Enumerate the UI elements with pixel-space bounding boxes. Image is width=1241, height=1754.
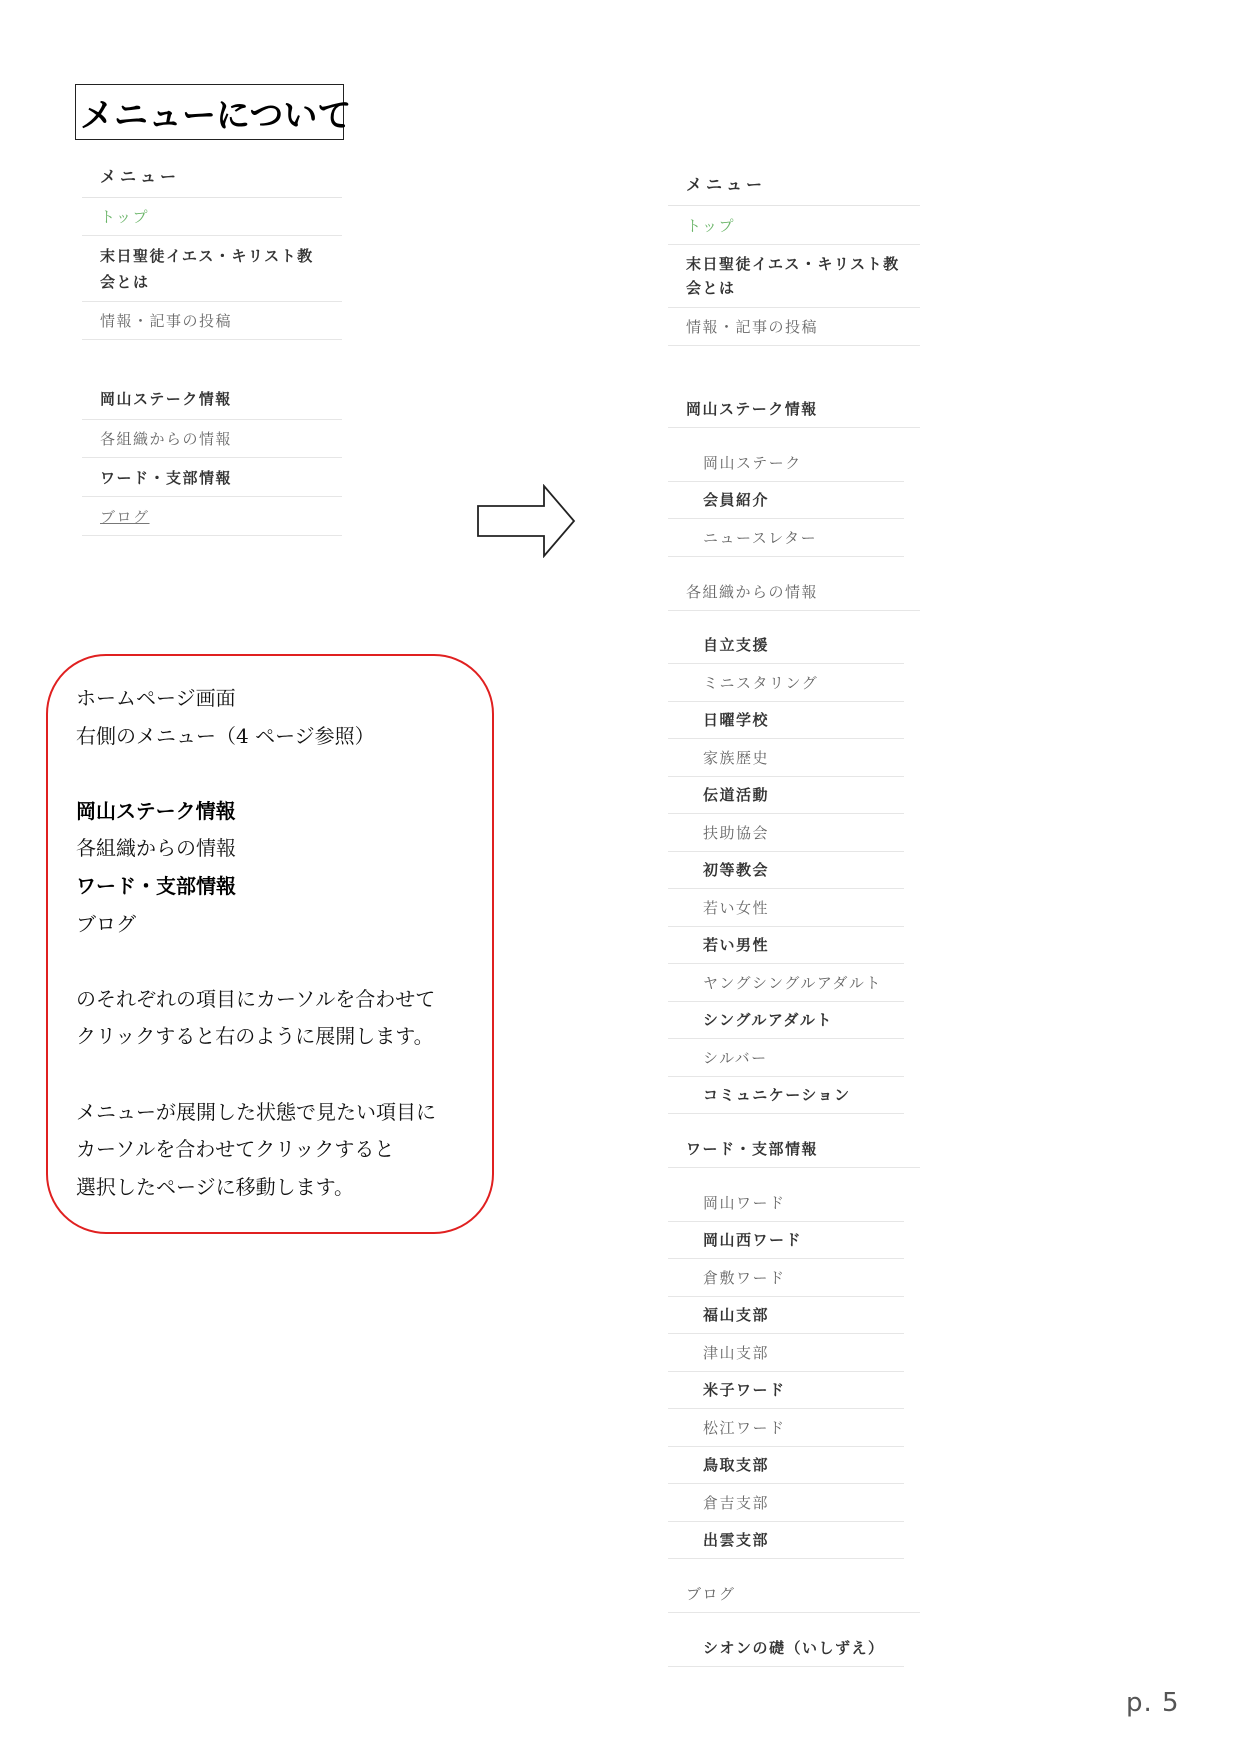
- submenu-item[interactable]: 松江ワード: [668, 1409, 904, 1447]
- submenu-item[interactable]: 家族歴史: [668, 739, 904, 777]
- note-line: 各組織からの情報: [76, 836, 236, 861]
- menu-expanded: [668, 168, 920, 1667]
- blog-submenu: [668, 1629, 920, 1667]
- right-arrow-icon: [476, 484, 576, 558]
- submenu-item[interactable]: ニュースレター: [668, 519, 904, 557]
- menu-heading: メニュー: [82, 160, 342, 198]
- menu-item-blog[interactable]: ブログ: [668, 1575, 920, 1613]
- note-line: 右側のメニュー（4 ページ参照）: [76, 723, 375, 748]
- menu-item-top[interactable]: トップ: [668, 206, 920, 245]
- submenu-item[interactable]: ヤングシングルアダルト: [668, 964, 904, 1002]
- submenu-item[interactable]: 倉吉支部: [668, 1484, 904, 1522]
- submenu-item[interactable]: 初等教会: [668, 852, 904, 890]
- submenu-item[interactable]: 福山支部: [668, 1297, 904, 1335]
- stake-submenu: [668, 444, 920, 557]
- orgs-submenu: [668, 627, 920, 1115]
- submenu-item[interactable]: 若い女性: [668, 889, 904, 927]
- menu-collapsed: [82, 160, 342, 536]
- submenu-item[interactable]: 自立支援: [668, 627, 904, 665]
- note-text: [76, 680, 516, 1206]
- page-title: メニューについて: [75, 84, 344, 140]
- menu-item-post[interactable]: 情報・記事の投稿: [668, 308, 920, 346]
- note-line: 選択したページに移動します。: [76, 1174, 354, 1199]
- menu-item-top[interactable]: トップ: [82, 198, 342, 236]
- note-line: ブログ: [76, 911, 136, 936]
- submenu-item[interactable]: シオンの礎（いしずえ）: [668, 1629, 904, 1667]
- submenu-item[interactable]: 米子ワード: [668, 1372, 904, 1410]
- menu-item-about-line2: 会とは: [100, 272, 150, 291]
- submenu-item[interactable]: 伝道活動: [668, 777, 904, 815]
- menu-item-orgs[interactable]: 各組織からの情報: [668, 573, 920, 611]
- submenu-item[interactable]: ミニスタリング: [668, 664, 904, 702]
- submenu-item[interactable]: 出雲支部: [668, 1522, 904, 1560]
- submenu-item[interactable]: 倉敷ワード: [668, 1259, 904, 1297]
- menu-item-blog[interactable]: ブログ: [82, 497, 342, 536]
- menu-heading: メニュー: [668, 168, 920, 206]
- submenu-item[interactable]: 岡山ワード: [668, 1184, 904, 1222]
- menu-item-about-line1: 末日聖徒イエス・キリスト教: [100, 246, 314, 265]
- submenu-item[interactable]: シングルアダルト: [668, 1002, 904, 1040]
- menu-item-about[interactable]: [668, 245, 920, 308]
- page-number: p. 5: [1126, 1688, 1180, 1718]
- menu-item-ward[interactable]: ワード・支部情報: [668, 1130, 920, 1168]
- submenu-item[interactable]: 会員紹介: [668, 482, 904, 520]
- note-bold-line: ワード・支部情報: [76, 873, 236, 898]
- menu-item-about[interactable]: [82, 236, 342, 302]
- note-line: カーソルを合わせてクリックすると: [76, 1137, 395, 1162]
- submenu-item[interactable]: 岡山西ワード: [668, 1222, 904, 1260]
- menu-item-stake[interactable]: 岡山ステーク情報: [82, 378, 342, 420]
- submenu-item[interactable]: 日曜学校: [668, 702, 904, 740]
- note-bold-line: 岡山ステーク情報: [76, 798, 236, 823]
- menu-item-about-line2: 会とは: [686, 279, 736, 297]
- note-line: クリックすると右のように展開します。: [76, 1024, 434, 1049]
- submenu-item[interactable]: 岡山ステーク: [668, 444, 904, 482]
- submenu-item[interactable]: 扶助協会: [668, 814, 904, 852]
- submenu-item[interactable]: 津山支部: [668, 1334, 904, 1372]
- note-line: のそれぞれの項目にカーソルを合わせて: [76, 986, 436, 1011]
- note-line: ホームページ画面: [76, 686, 236, 710]
- submenu-item[interactable]: シルバー: [668, 1039, 904, 1077]
- ward-submenu: [668, 1184, 920, 1559]
- menu-item-orgs[interactable]: 各組織からの情報: [82, 420, 342, 458]
- menu-item-ward[interactable]: ワード・支部情報: [82, 458, 342, 497]
- menu-item-stake[interactable]: 岡山ステーク情報: [668, 390, 920, 428]
- submenu-item[interactable]: コミュニケーション: [668, 1077, 904, 1115]
- menu-item-about-line1: 末日聖徒イエス・キリスト教: [686, 255, 900, 273]
- note-line: メニューが展開した状態で見たい項目に: [76, 1099, 436, 1124]
- submenu-item[interactable]: 若い男性: [668, 927, 904, 965]
- menu-item-post[interactable]: 情報・記事の投稿: [82, 302, 342, 340]
- submenu-item[interactable]: 鳥取支部: [668, 1447, 904, 1485]
